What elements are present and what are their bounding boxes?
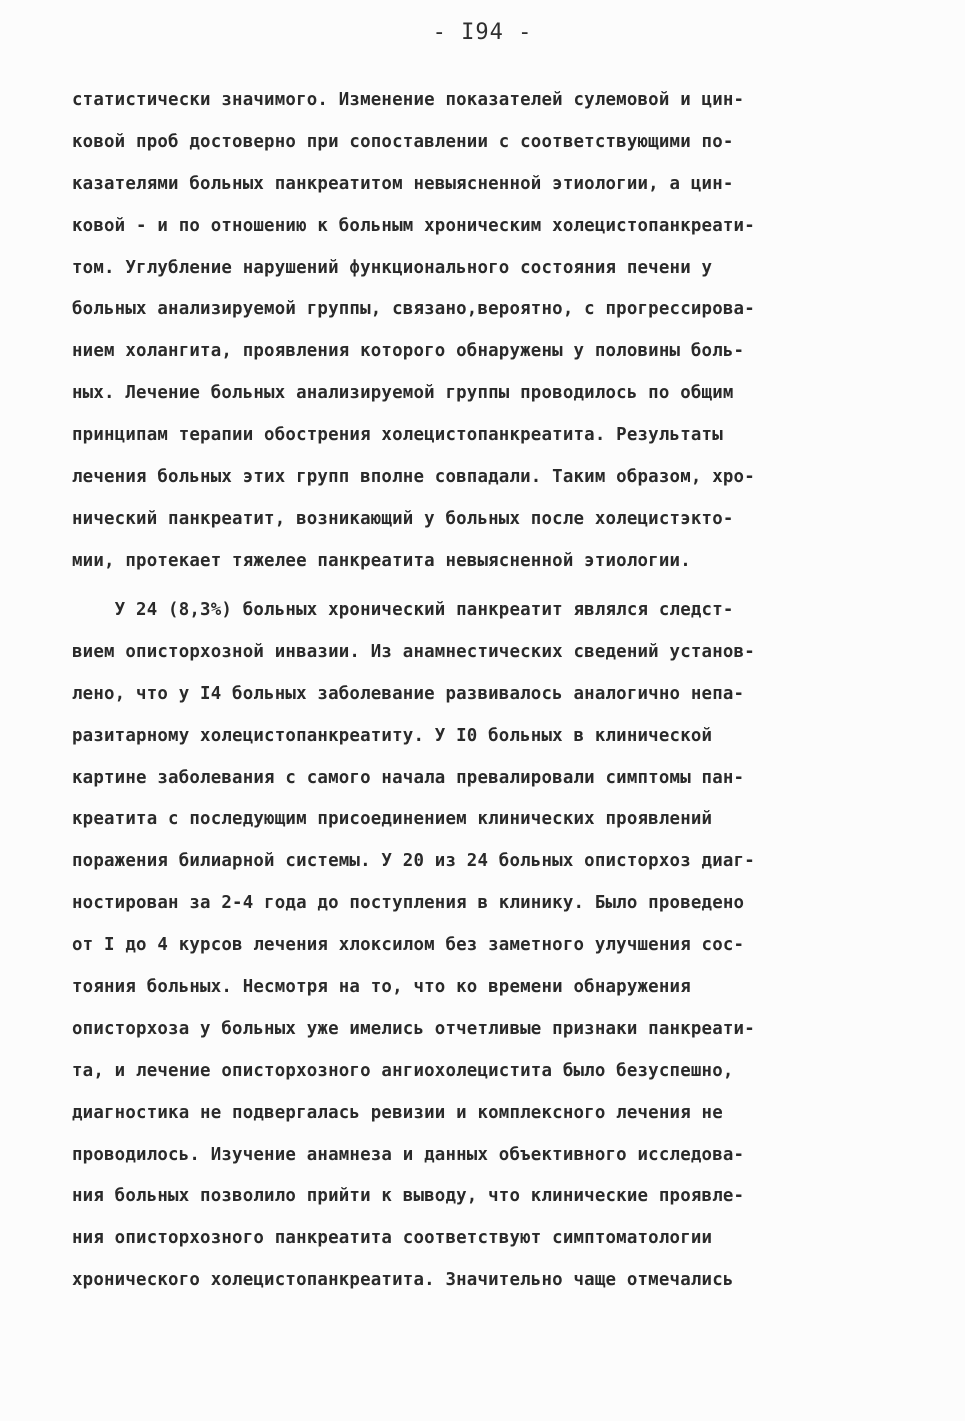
page-number: - I94 - [432,20,533,45]
paragraph-2 [72,590,902,1302]
paragraph-1 [72,80,902,583]
text-line: статистически значимого. Изменение показателей сулемовой и цин- [72,90,745,110]
text-line: нием холангита, проявления которого обнаружены у половины боль- [72,341,745,362]
text-line: картине заболевания с самого начала превалировали симптомы пан- [72,767,745,788]
text-line: ния описторхозного панкреатита соответствуют симптоматологии [72,1228,713,1249]
text-line: ковой проб достоверно при сопоставлении с соответствующими по- [72,131,734,152]
text-line: ковой - и по отношению к больным хроническим холецистопанкреати- [72,215,755,236]
text-line: лечения больных этих групп вполне совпадали. Таким образом, хро- [72,467,755,488]
text-line: тояния больных. Несмотря на то, что ко времени обнаружения [72,977,691,998]
text-line: разитарному холецистопанкреатиту. У I0 больных в клинической [72,725,713,746]
text-line: та, и лечение описторхозного ангиохолецистита было безуспешно, [72,1060,734,1081]
text-line: больных анализируемой группы, связано,вероятно, с прогрессирова- [72,299,755,320]
text-line: креатита с последующим присоединением клинических проявлений [72,809,713,830]
text-line: диагностика не подвергалась ревизии и комплексного лечения не [72,1102,723,1123]
text-line: проводилось. Изучение анамнеза и данных объективного исследова- [72,1144,745,1165]
text-line: том. Углубление нарушений функционального состояния печени у [72,257,713,278]
text-line: описторхоза у больных уже имелись отчетливые признаки панкреати- [72,1018,755,1039]
text-line: мии, протекает тяжелее панкреатита невыясненной этиологии. [72,550,691,571]
text-line: хронического холецистопанкреатита. Значительно чаще отмечались [72,1270,734,1291]
text-line: от I до 4 курсов лечения хлоксилом без заметного улучшения сос- [72,935,745,956]
text-line: казателями больных панкреатитом невыясненной этиологии, а цин- [72,173,734,194]
text-line: вием описторхозной инвазии. Из анамнестических сведений установ- [72,641,755,662]
text-line: поражения билиарной системы. У 20 из 24 больных описторхоз диаг- [72,851,755,872]
text-line: лено, что у I4 больных заболевание развивалось аналогично непа- [72,683,745,704]
text-line: У 24 (8,3%) больных хронический панкреатит являлся следст- [72,600,734,620]
text-line: ностирован за 2-4 года до поступления в клинику. Было проведено [72,893,745,914]
text-line: нический панкреатит, возникающий у больных после холецистэкто- [72,508,734,529]
text-line: принципам терапии обострения холецистопанкреатита. Результаты [72,425,723,446]
text-line: ных. Лечение больных анализируемой группы проводилось по общим [72,383,734,404]
text-line: ния больных позволило прийти к выводу, что клинические проявле- [72,1186,745,1207]
